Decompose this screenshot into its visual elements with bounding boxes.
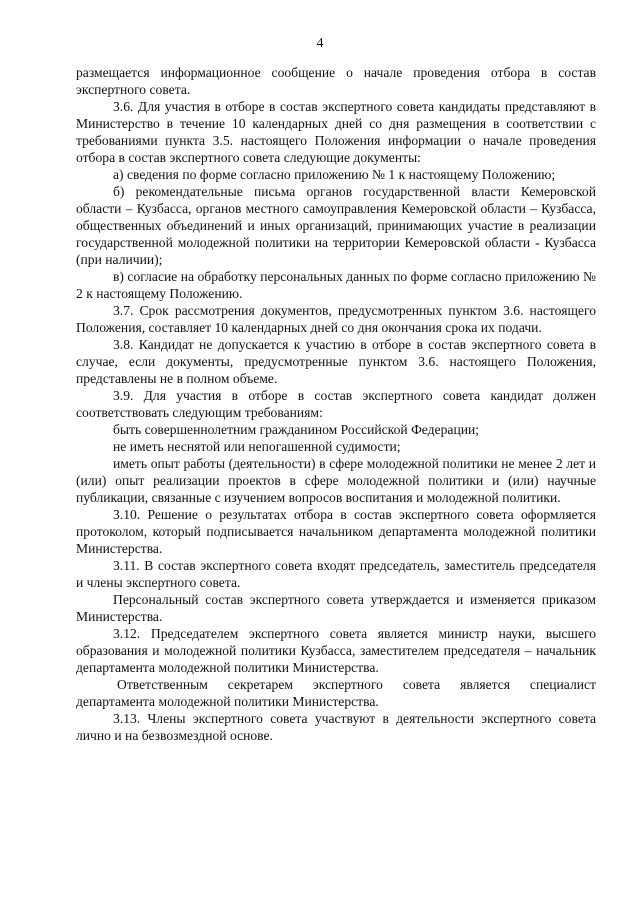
paragraph-3-11: 3.11. В состав экспертного совета входят председатель, заместитель председателя и члены экспертного совета. [76,558,596,590]
list-item-v: в) согласие на обработку персональных данных по форме согласно приложению № 2 к настоящему Положению. [76,269,596,301]
paragraph-3-13: 3.13. Члены экспертного совета участвуют в деятельности экспертного совета лично и на безвозмездной основе. [76,711,596,743]
paragraph-3-10: 3.10. Решение о результатах отбора в состав экспертного совета оформляется протоколом, который подписывается начальником департамента молодежной политики Министерства. [76,507,596,556]
requirement-experience: иметь опыт работы (деятельности) в сфере молодежной политики не менее 2 лет и (или) опыт реализации проектов в сфере молодежной политики и (или) научные публикации, связанные с изучением вопросов воспитания и молодежной политики. [76,456,596,505]
list-item-b: б) рекомендательные письма органов государственной власти Кемеровской области – Кузбасса, органов местного самоуправления Кемеровской области – Кузбасса, общественных объединений и иных организаций, принимающих участие в реализации государственной молодежной политики на территории Кемеровской области - Кузбасса (при наличии); [76,184,596,267]
document-body [76,64,596,744]
paragraph-3-9: 3.9. Для участия в отборе в состав экспертного совета кандидат должен соответствовать следующим требованиям: [76,388,596,420]
paragraph-composition: Персональный состав экспертного совета утверждается и изменяется приказом Министерства. [76,592,596,624]
list-item-a: а) сведения по форме согласно приложению № 1 к настоящему Положению; [113,167,556,182]
requirement-no-conviction: не иметь неснятой или непогашенной судимости; [113,439,401,454]
paragraph-3-7: 3.7. Срок рассмотрения документов, предусмотренных пунктом 3.6. настоящего Положения, составляет 10 календарных дней со дня окончания срока их подачи. [76,303,596,335]
paragraph-secretary: Ответственным секретарем экспертного совета является специалист департамента молодежной политики Министерства. [76,677,596,709]
page-number: 4 [316,36,324,51]
paragraph-3-8: 3.8. Кандидат не допускается к участию в отборе в состав экспертного совета в случае, если документы, предусмотренные пунктом 3.6. настоящего Положения, представлены не в полном объеме. [76,337,596,386]
requirement-citizenship: быть совершеннолетним гражданином Российской Федерации; [113,422,480,437]
paragraph-3-6: 3.6. Для участия в отборе в состав экспертного совета кандидаты представляют в Министерство в течение 10 календарных дней со дня размещения в соответствии с требованиями пункта 3.5. настоящего Положения информации о начале проведения отбора в состав экспертного совета следующие документы: [76,99,596,165]
paragraph-3-12: 3.12. Председателем экспертного совета является министр науки, высшего образования и молодежной политики Кузбасса, заместителем председателя – начальник департамента молодежной политики Министерства. [76,626,596,675]
paragraph-continuation: размещается информационное сообщение о начале проведения отбора в состав экспертного совета. [76,65,596,97]
